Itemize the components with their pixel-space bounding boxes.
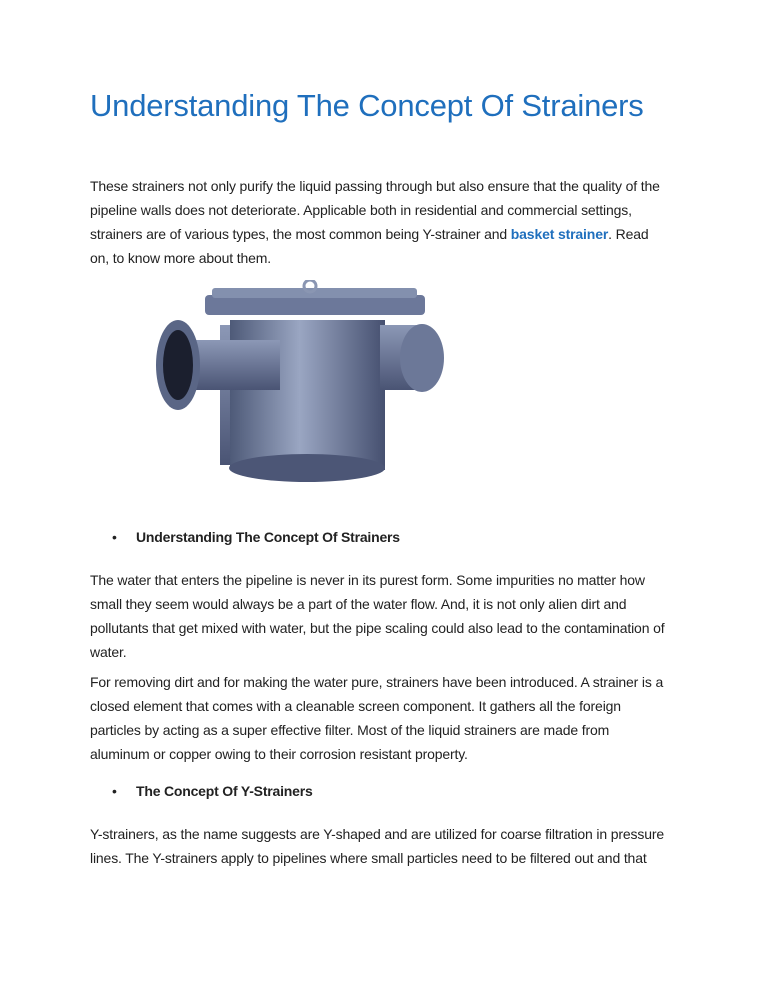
text-line: water.: [90, 644, 127, 660]
bullet-icon: •: [112, 529, 117, 545]
text-line: small they seem would always be a part of the water flow. And, it is not only alien dirt and: [90, 596, 627, 612]
text-line: on, to know more about them.: [90, 250, 272, 266]
text-line: These strainers not only purify the liquid passing through but also ensure that the quality of the: [90, 178, 660, 194]
strainer-image: [150, 280, 450, 485]
text-line: [90, 222, 660, 246]
text-line: pollutants that get mixed with water, but the pipe scaling could also lead to the contamination of: [90, 620, 665, 636]
heading-text: Understanding The Concept Of Strainers: [136, 529, 400, 545]
section-heading-strainers: [112, 529, 400, 545]
paragraph-y-strainers: [90, 822, 664, 870]
text-segment: strainers are of various types, the most common being Y-strainer and: [90, 226, 511, 242]
intro-paragraph: [90, 174, 660, 270]
paragraph-removing-dirt: [90, 670, 663, 766]
heading-text: The Concept Of Y-Strainers: [136, 783, 313, 799]
paragraph-water: [90, 568, 664, 664]
text-line: closed element that comes with a cleanable screen component. It gathers all the foreign: [90, 698, 621, 714]
text-line: For removing dirt and for making the water pure, strainers have been introduced. A strainer is a: [90, 674, 664, 690]
text-line: lines. The Y-strainers apply to pipelines where small particles need to be filtered out and that: [90, 850, 647, 866]
text-line: particles by acting as a super effective filter. Most of the liquid strainers are made from: [90, 722, 610, 738]
section-heading-y-strainers: [112, 783, 313, 799]
text-line: aluminum or copper owing to their corrosion resistant property.: [90, 746, 468, 762]
text-line: pipeline walls does not deteriorate. Applicable both in residential and commercial settings,: [90, 202, 632, 218]
bullet-icon: •: [112, 783, 117, 799]
text-line: The water that enters the pipeline is never in its purest form. Some impurities no matter how: [90, 572, 645, 588]
text-segment: . Read: [608, 226, 649, 242]
basket-strainer-link[interactable]: basket strainer: [510, 226, 609, 242]
text-line: Y-strainers, as the name suggests are Y-shaped and are utilized for coarse filtration in pressure: [90, 826, 665, 842]
page-title: Understanding The Concept Of Strainers: [90, 88, 644, 123]
